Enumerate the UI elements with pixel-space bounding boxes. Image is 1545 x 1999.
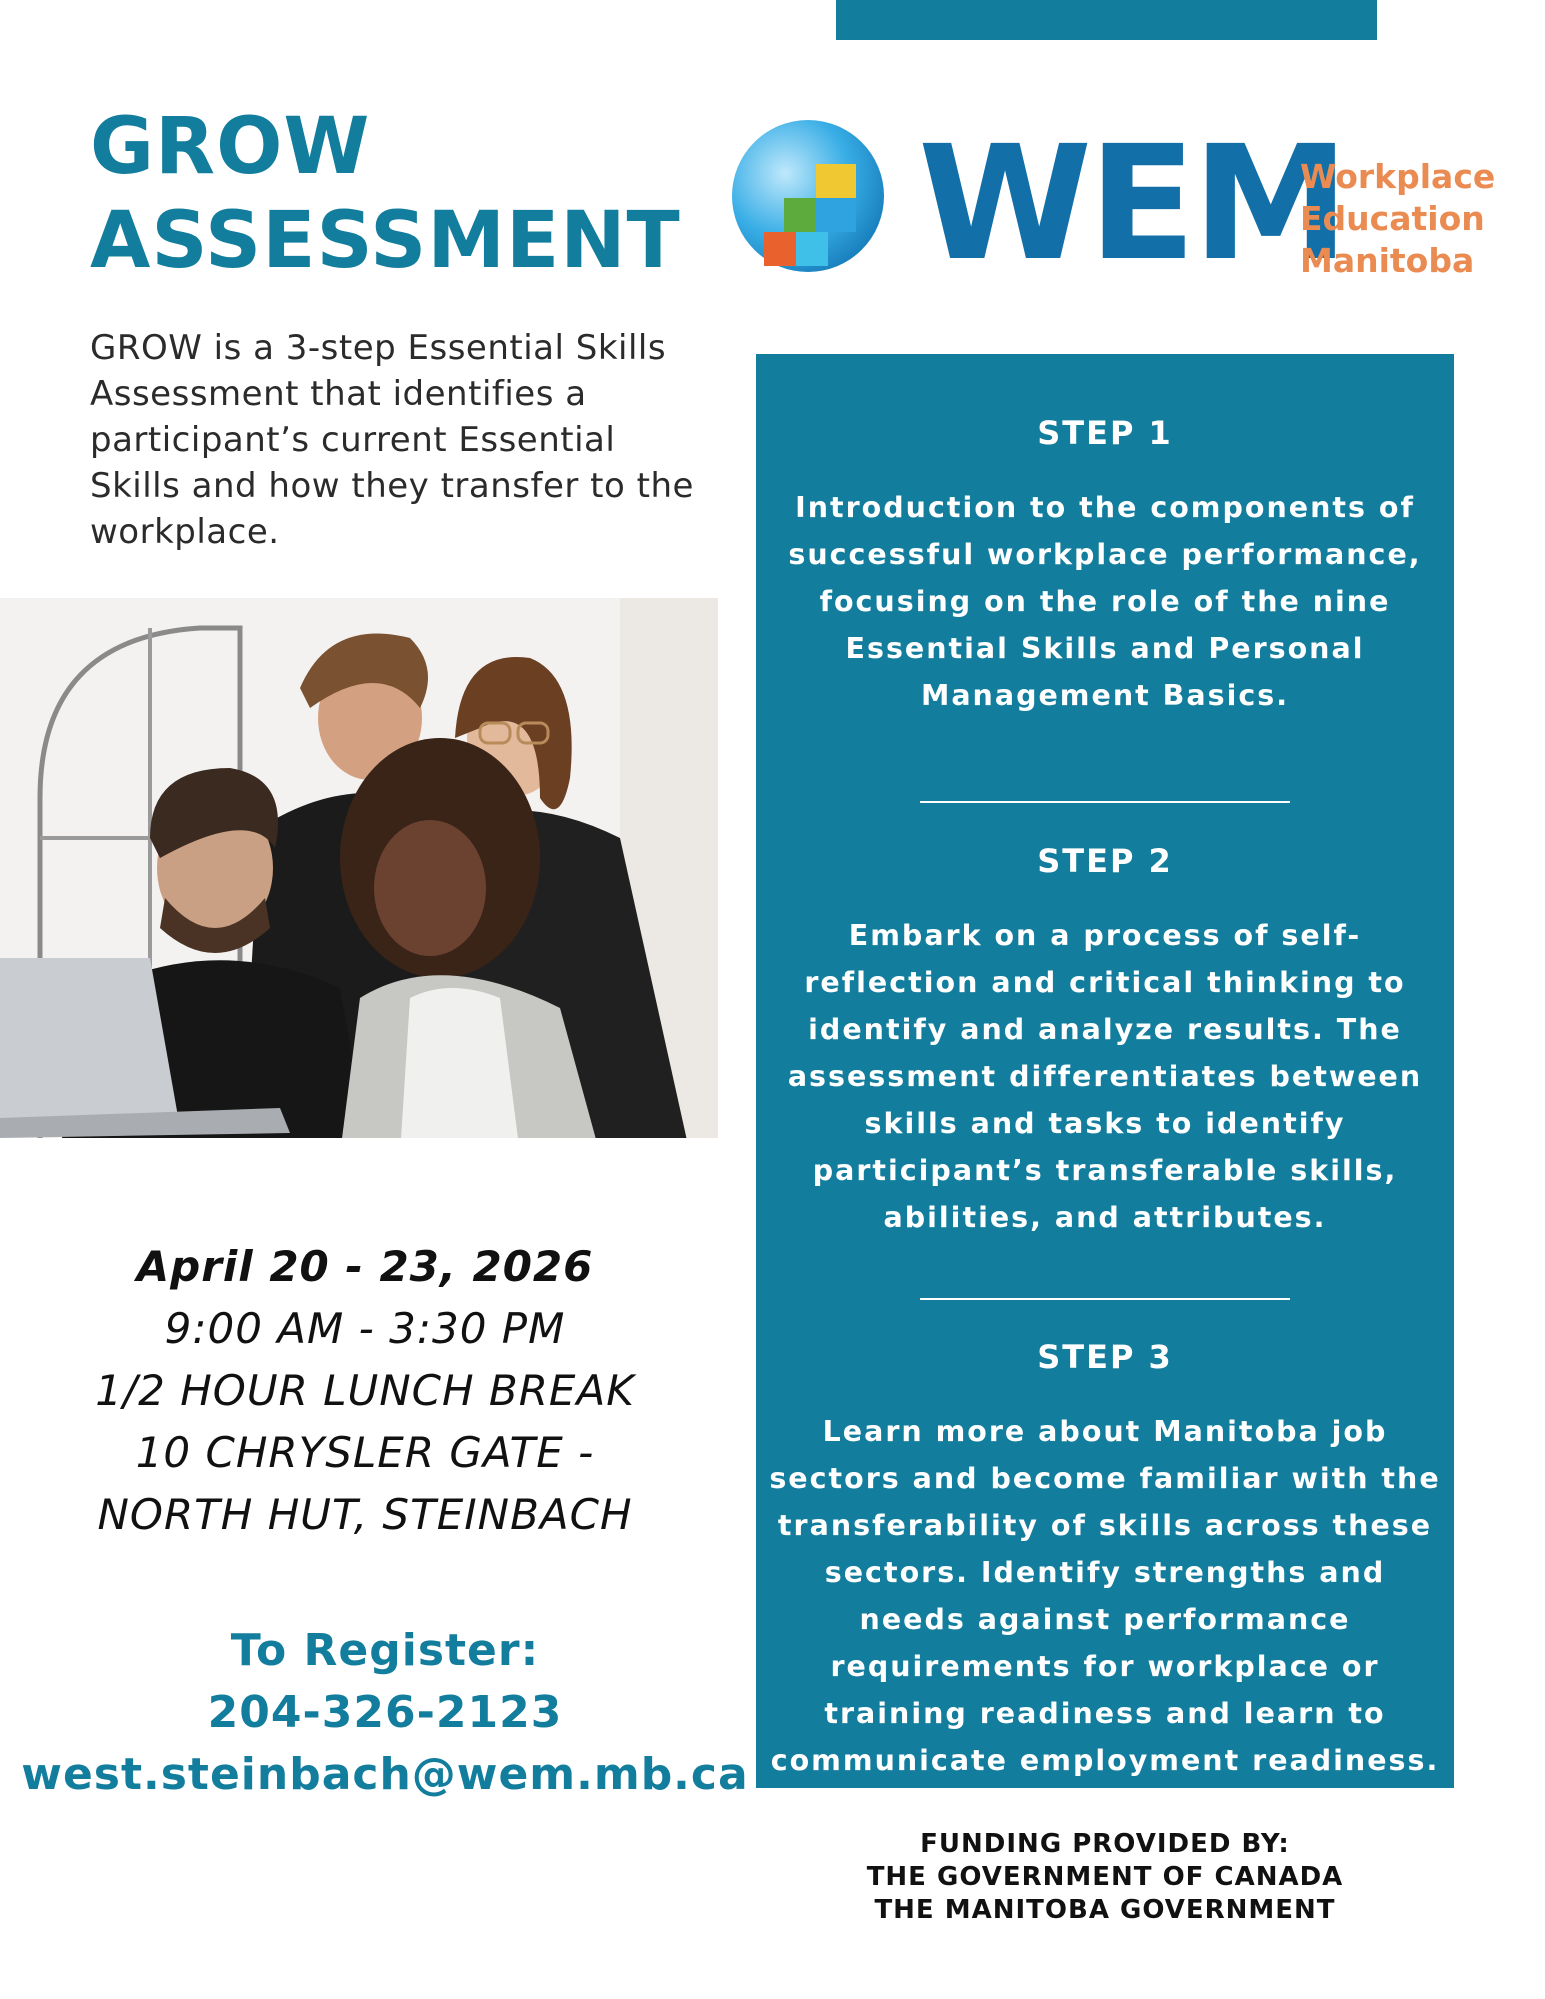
register-email[interactable]: west.steinbach@wem.mb.ca: [21, 1749, 749, 1800]
funding-line3: THE MANITOBA GOVERNMENT: [874, 1895, 1336, 1925]
event-details: [20, 1236, 710, 1546]
wem-logo: [728, 112, 1496, 296]
step-divider: [920, 1298, 1290, 1300]
team-photo: [0, 598, 718, 1154]
title-line-grow: GROW: [90, 102, 371, 192]
page-title: [90, 100, 681, 288]
intro-paragraph: GROW is a 3-step Essential Skills Assessment that identifies a participant’s current Essential Skills and how they transfer to the workplace.: [90, 328, 694, 552]
register-phone[interactable]: 204-326-2123: [207, 1687, 563, 1738]
step-1-title: STEP 1: [1037, 414, 1173, 452]
steps-panel: [756, 354, 1454, 1788]
step-2-title: STEP 2: [1037, 842, 1173, 880]
funding-block: [756, 1828, 1454, 1927]
step-3-title: STEP 3: [1037, 1338, 1173, 1376]
wem-subtitle-line2: Education: [1300, 199, 1485, 238]
step-3-text: Learn more about Manitoba job sectors and become familiar with the transferability of skills across these sectors. Identify strengths and needs against performance requirements for workplace or training readiness and learn to communicate employment readiness.: [769, 1415, 1441, 1777]
event-address-line2: NORTH HUT, STEINBACH: [97, 1490, 633, 1539]
wem-subtitle-line1: Workplace: [1300, 157, 1496, 196]
title-line-assessment: ASSESSMENT: [90, 196, 681, 286]
top-accent-bar: [836, 0, 1377, 40]
wem-subtitle: [1300, 156, 1495, 282]
step-2-text: Embark on a process of self-reflection and critical thinking to identify and analyze results. The assessment differentiates between skills and tasks to identify participant’s transferable skills, abilities, and attributes.: [787, 919, 1423, 1234]
team-photo-illustration: [0, 598, 718, 1154]
funding-line2: THE GOVERNMENT OF CANADA: [866, 1862, 1344, 1892]
event-lunch: 1/2 HOUR LUNCH BREAK: [95, 1366, 635, 1415]
funding-line1: FUNDING PROVIDED BY:: [920, 1829, 1290, 1859]
step-1-text: Introduction to the components of successful workplace performance, focusing on the role of the nine Essential Skills and Personal Management Basics.: [788, 491, 1422, 712]
wem-wordmark: WEM: [918, 112, 1346, 296]
wem-globe-icon: [728, 116, 888, 276]
register-label: To Register:: [230, 1625, 540, 1676]
wem-subtitle-line3: Manitoba: [1300, 241, 1475, 280]
event-date: April 20 - 23, 2026: [136, 1242, 594, 1291]
event-address-line1: 10 CHRYSLER GATE -: [135, 1428, 595, 1477]
register-block: [20, 1620, 750, 1806]
event-time: 9:00 AM - 3:30 PM: [164, 1304, 566, 1353]
step-divider: [920, 801, 1290, 803]
